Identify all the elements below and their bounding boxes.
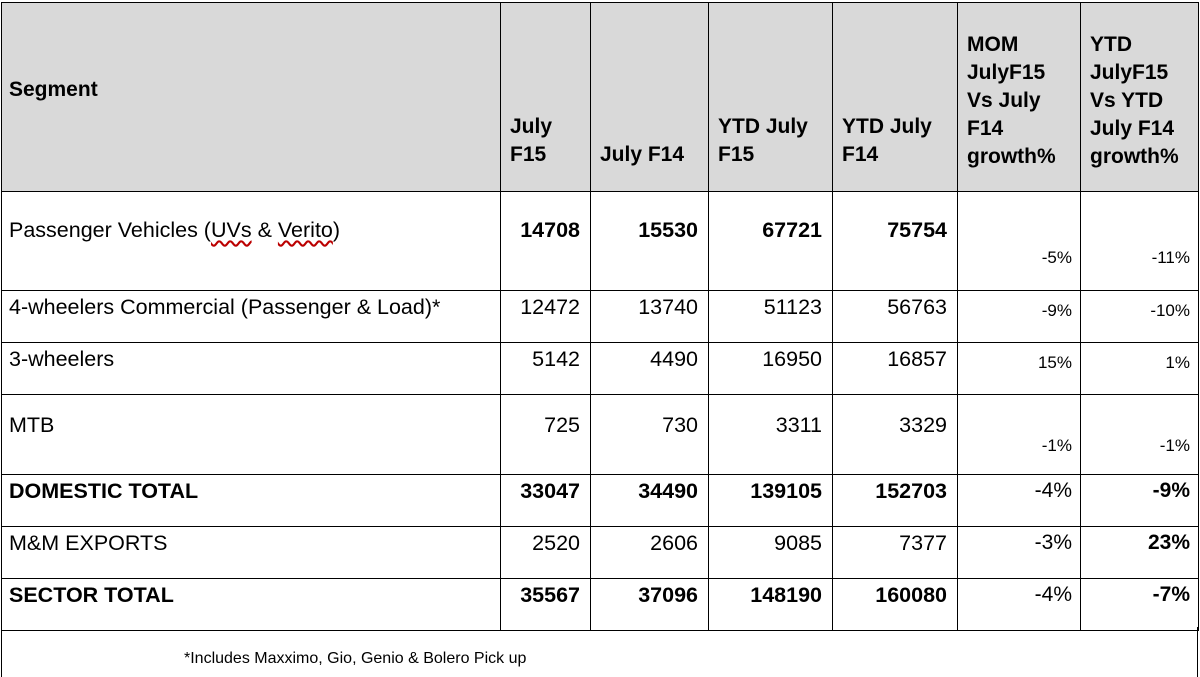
mom-growth-cell: -3% — [958, 527, 1081, 579]
value-cell: 67721 — [709, 192, 833, 291]
value-cell: 4490 — [591, 343, 709, 395]
value-cell: 13740 — [591, 291, 709, 343]
value-cell: 2606 — [591, 527, 709, 579]
value-cell: 37096 — [591, 579, 709, 631]
value-cell: 152703 — [833, 475, 958, 527]
ytd-growth-cell: 1% — [1081, 343, 1199, 395]
header-july-f14: July F14 — [591, 3, 709, 192]
table-row — [2, 291, 1199, 343]
segment-cell: 3-wheelers — [2, 343, 501, 395]
ytd-growth-cell: 23% — [1081, 527, 1199, 579]
table-row — [2, 395, 1199, 475]
value-cell: 160080 — [833, 579, 958, 631]
segment-cell: 4-wheelers Commercial (Passenger & Load)* — [2, 291, 501, 343]
ytd-growth-cell: -11% — [1081, 192, 1199, 291]
segment-cell: MTB — [2, 395, 501, 475]
value-cell: 34490 — [591, 475, 709, 527]
header-row — [2, 3, 1199, 192]
value-cell: 148190 — [709, 579, 833, 631]
value-cell: 15530 — [591, 192, 709, 291]
mom-growth-cell: -9% — [958, 291, 1081, 343]
value-cell: 7377 — [833, 527, 958, 579]
table-row — [2, 192, 1199, 291]
ytd-growth-cell: -9% — [1081, 475, 1199, 527]
table-row — [2, 579, 1199, 631]
table-row — [2, 475, 1199, 527]
header-mom-growth: MOM JulyF15 Vs July F14 growth% — [958, 3, 1081, 192]
mom-growth-cell: -1% — [958, 395, 1081, 475]
value-cell: 3329 — [833, 395, 958, 475]
ytd-growth-cell: -1% — [1081, 395, 1199, 475]
mom-growth-cell: -4% — [958, 475, 1081, 527]
mom-growth-cell: 15% — [958, 343, 1081, 395]
value-cell: 5142 — [501, 343, 591, 395]
segment-cell: Passenger Vehicles (UVs & Verito) — [2, 192, 501, 291]
value-cell: 725 — [501, 395, 591, 475]
ytd-growth-cell: -10% — [1081, 291, 1199, 343]
segment-cell: SECTOR TOTAL — [2, 579, 501, 631]
footnote: *Includes Maxximo, Gio, Genio & Bolero Pick up — [184, 650, 527, 667]
segment-cell: DOMESTIC TOTAL — [2, 475, 501, 527]
value-cell: 2520 — [501, 527, 591, 579]
value-cell: 139105 — [709, 475, 833, 527]
value-cell: 75754 — [833, 192, 958, 291]
value-cell: 12472 — [501, 291, 591, 343]
value-cell: 16857 — [833, 343, 958, 395]
sales-table — [1, 2, 1199, 631]
header-segment: Segment — [2, 3, 501, 192]
header-ytd-july-f14: YTD July F14 — [833, 3, 958, 192]
value-cell: 51123 — [709, 291, 833, 343]
value-cell: 3311 — [709, 395, 833, 475]
value-cell: 730 — [591, 395, 709, 475]
value-cell: 56763 — [833, 291, 958, 343]
header-july-f15: July F15 — [501, 3, 591, 192]
table-row — [2, 343, 1199, 395]
segment-cell: M&M EXPORTS — [2, 527, 501, 579]
table-row — [2, 527, 1199, 579]
value-cell: 9085 — [709, 527, 833, 579]
value-cell: 33047 — [501, 475, 591, 527]
mom-growth-cell: -5% — [958, 192, 1081, 291]
mom-growth-cell: -4% — [958, 579, 1081, 631]
value-cell: 14708 — [501, 192, 591, 291]
header-ytd-july-f15: YTD July F15 — [709, 3, 833, 192]
header-ytd-growth: YTD JulyF15 Vs YTD July F14 growth% — [1081, 3, 1199, 192]
value-cell: 16950 — [709, 343, 833, 395]
value-cell: 35567 — [501, 579, 591, 631]
footer-area — [1, 627, 1198, 677]
ytd-growth-cell: -7% — [1081, 579, 1199, 631]
